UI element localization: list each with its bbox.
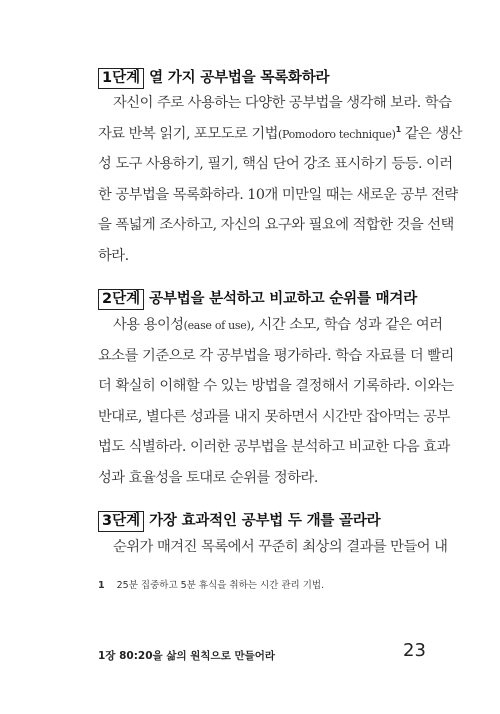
english-term: (Pomodoro technique) xyxy=(277,127,396,141)
paragraph-line: 더 확실히 이해할 수 있는 방법을 결정해서 기록하라. 이와는 xyxy=(98,378,454,394)
step-2-title: 공부법을 분석하고 비교하고 순위를 매겨라 xyxy=(149,291,418,307)
paragraph-line: 법도 식별하라. 이러한 공부법을 분석하고 비교한 다음 효과 xyxy=(98,439,450,455)
paragraph-line: 을 폭넓게 조사하고, 자신의 요구와 필요에 적합한 것을 선택 xyxy=(98,217,454,233)
step-1-paragraph xyxy=(98,88,463,271)
page-number: 23 xyxy=(403,640,426,661)
footnote-reference: 1 xyxy=(395,124,401,134)
paragraph-line: 순위가 매겨진 목록에서 꾸준히 최상의 결과를 만들어 내 xyxy=(113,539,448,555)
paragraph-line: 한 공부법을 목록화하라. 10개 미만일 때는 새로운 공부 전략 xyxy=(98,186,458,203)
step-1-heading xyxy=(98,68,329,89)
step-3-paragraph xyxy=(98,532,448,563)
paragraph-line: 반대로, 별다른 성과를 내지 못하면서 시간만 잡아먹는 공부 xyxy=(98,408,450,425)
footnote-text: 25분 집중하고 5분 휴식을 취하는 시간 관리 기법. xyxy=(116,580,325,591)
step-2-badge: 2단계 xyxy=(98,289,144,310)
paragraph-line: 자신이 주로 사용하는 다양한 공부법을 생각해 보라. 학습 xyxy=(113,95,452,111)
running-footer-chapter: 1장 80:20을 삶의 원칙으로 만들어라 xyxy=(98,650,276,662)
step-2-paragraph xyxy=(98,310,454,493)
step-3-heading xyxy=(98,511,380,532)
paragraph-line: 성 도구 사용하기, 필기, 핵심 단어 강조 표시하기 등등. 이러 xyxy=(98,156,453,172)
paragraph-line: 하라. xyxy=(98,247,129,264)
step-3-badge: 3단계 xyxy=(98,511,144,532)
paragraph-line: 요소를 기준으로 각 공부법을 평가하라. 학습 자료를 더 빨리 xyxy=(98,347,454,364)
step-3-title: 가장 효과적인 공부법 두 개를 골라라 xyxy=(149,513,381,529)
step-2-heading xyxy=(98,289,417,310)
step-1-badge: 1단계 xyxy=(98,68,144,89)
paragraph-line: 사용 용이성(ease of use), 시간 소모, 학습 성과 같은 여러 xyxy=(113,317,443,333)
footnote-number: 1 xyxy=(98,580,105,591)
paragraph-line: 자료 반복 읽기, 포모도로 기법(Pomodoro technique)$^1$ 같은 생산 xyxy=(98,124,463,142)
footnote xyxy=(98,577,324,591)
english-term: (ease of use) xyxy=(183,319,251,332)
step-1-title: 열 가지 공부법을 목록화하라 xyxy=(149,70,330,86)
paragraph-line: 성과 효율성을 토대로 순위를 정하라. xyxy=(98,469,318,486)
